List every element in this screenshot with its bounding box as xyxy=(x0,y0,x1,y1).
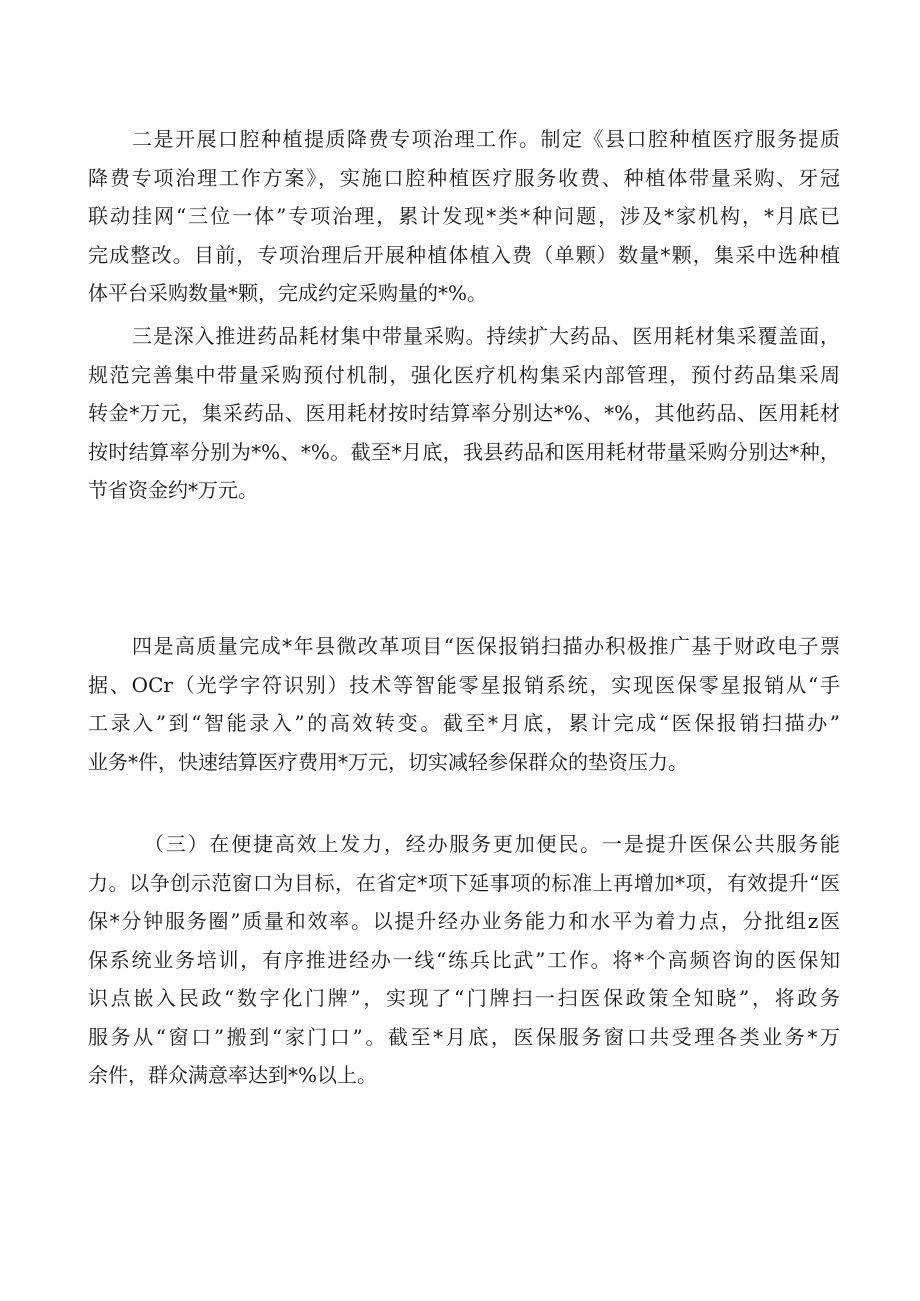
paragraph-oral-implant xyxy=(88,120,840,313)
text-line: 节省资金约*万元。 xyxy=(88,478,258,502)
text-line: 工录入”到“智能录入”的高效转变。截至*月底，累计完成“医保报销扫描办” xyxy=(88,711,840,735)
text-line: 业务*件，快速结算医疗费用*万元，切实减轻参保群众的垫资压力。 xyxy=(88,749,688,774)
text-line: 降费专项治理工作方案》，实施口腔种植医疗服务收费、种植体带量采购、牙冠 xyxy=(88,165,840,190)
paragraph-service-convenience xyxy=(88,825,840,1095)
text-line: 转金*万元，集采药品、医用耗材按时结算率分别达*%、*%，其他药品、医用耗材 xyxy=(88,401,840,425)
text-line: 据、OCr（光学字符识别）技术等智能零星报销系统，实现医保零星报销从“手 xyxy=(88,672,840,697)
text-line: 体平台采购数量*颗，完成约定采购量的*%。 xyxy=(88,281,488,305)
text-line: 按时结算率分别为*%、*%。截至*月底，我县药品和医用耗材带量采购分别达*种， xyxy=(88,439,840,464)
text-line: 服务从“窗口”搬到“家门口”。截至*月底，医保服务窗口共受理各类业务*万 xyxy=(88,1024,840,1049)
text-line: 完成整改。目前，专项治理后开展种植体植入费（单颗）数量*颗，集采中选种植 xyxy=(88,242,840,267)
section-heading-line: （三）在便捷高效上发力，经办服务更加便民。一是提升医保公共服务能 xyxy=(144,832,840,856)
paragraph-micro-reform xyxy=(88,627,840,781)
text-line: 三是深入推进药品耗材集中带量采购。持续扩大药品、医用耗材集采覆盖面， xyxy=(132,324,840,348)
text-line: 二是开展口腔种植提质降费专项治理工作。制定《县口腔种植医疗服务提质 xyxy=(132,127,840,151)
text-line: 力。以争创示范窗口为目标，在省定*项下延事项的标准上再增加*项，有效提升“医 xyxy=(88,870,840,895)
paragraph-drug-procurement xyxy=(88,317,840,510)
text-line: 联动挂网“三位一体”专项治理，累计发现*类*种问题，涉及*家机构，*月底已 xyxy=(88,204,840,228)
text-line: 余件，群众满意率达到*%以上。 xyxy=(88,1063,378,1087)
text-line: 保系统业务培训，有序推进经办一线“练兵比武”工作。将*个高频咨询的医保知 xyxy=(88,947,840,972)
text-line: 保*分钟服务圈”质量和效率。以提升经办业务能力和水平为着力点，分批组z医 xyxy=(88,909,840,933)
text-line: 四是高质量完成*年县微改革项目“医保报销扫描办积极推广基于财政电子票 xyxy=(132,634,840,658)
text-line: 规范完善集中带量采购预付机制，强化医疗机构集采内部管理，预付药品集采周 xyxy=(88,362,840,387)
text-line: 识点嵌入民政“数字化门牌”，实现了“门牌扫一扫医保政策全知晓”，将政务 xyxy=(88,986,840,1010)
